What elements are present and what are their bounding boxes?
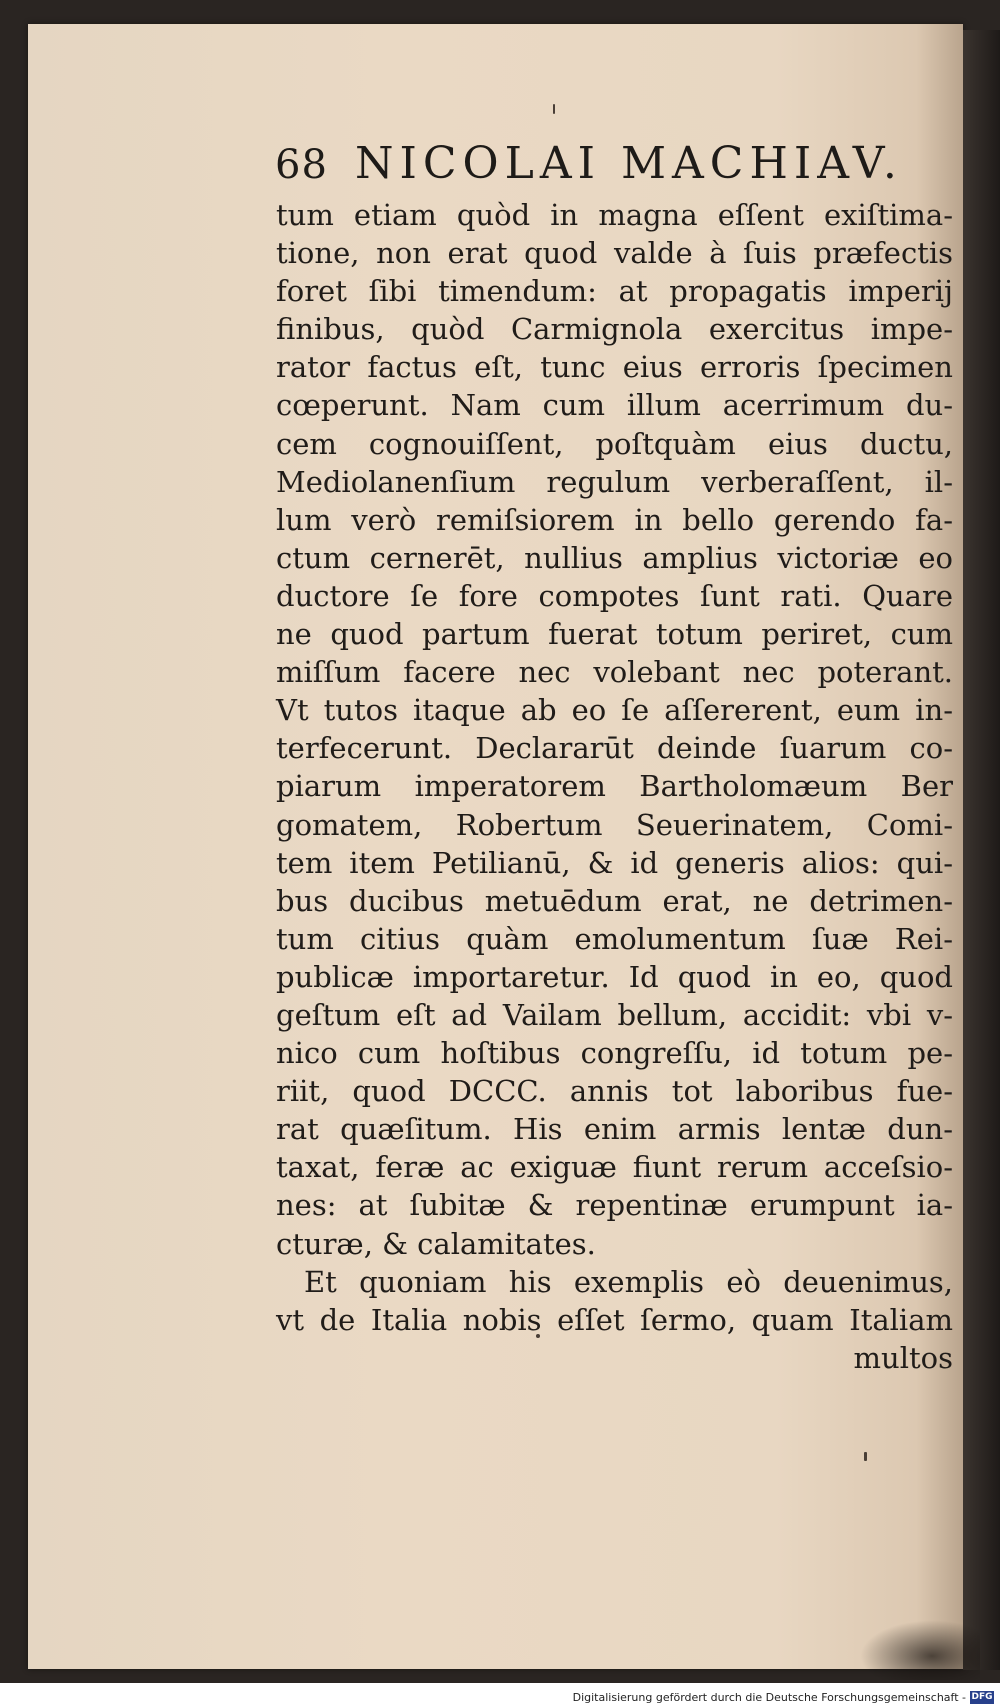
text-line: cœperunt. Nam cum illum acerrimum du- [276,388,953,423]
paper-speck [864,1452,867,1461]
text-line: nico cum hoſtibus congreſſu, id totum pe- [276,1036,953,1071]
text-line: bus ducibus metuēdum erat, ne detrimen- [276,883,953,918]
text-line: cturæ, & calamitates. [276,1226,596,1261]
catchword: multos [853,1340,953,1375]
page-number: 68 [275,142,328,188]
text-line: rat quæſitum. His enim armis lentæ dun- [276,1112,953,1147]
text-line: rator factus eſt, tunc eius erroris ſpecimen [276,350,953,385]
body-text [276,196,953,1377]
text-line: finibus, quòd Carmignola exercitus impe- [276,312,953,347]
text-line: ductore ſe fore compotes ſunt rati. Quare [276,578,953,613]
text-line: taxat, feræ ac exiguæ fiunt rerum acceſsio- [276,1150,953,1185]
text-line: Et quoniam his exemplis eò deuenimus, [304,1264,953,1299]
text-line: Vt tutos itaque ab eo ſe aſſererent, eum in- [276,693,953,728]
text-line: Mediolanenſium regulum verberaſſent, il- [276,464,953,499]
text-line: foret ſibi timendum: at propagatis imperij [276,274,953,309]
text-line: cem cognouiſſent, poſtquàm eius ductu, [276,426,953,461]
text-line: tione, non erat quod valde à ſuis præfectis [276,236,953,271]
text-line: gomatem, Robertum Seuerinatem, Comi- [276,807,953,842]
text-line: miſſum facere nec volebant nec poterant. [276,655,953,690]
page-header [275,138,905,198]
text-line: terfecerunt. Declararūt deinde ſuarum co- [276,731,953,766]
text-line: tem item Petilianū, & id generis alios: qui- [276,845,953,880]
book-edge [963,30,1000,1670]
digitization-footer [0,1686,1000,1707]
book-shadow [860,1620,980,1680]
text-line: riit, quod DCCC. annis tot laboribus fue- [276,1074,953,1109]
text-line: ctum cernerēt, nullius amplius victoriæ eo [276,540,953,575]
text-line: lum verò remiſsiorem in bello gerendo fa- [276,502,953,537]
text-line: ne quod partum fuerat totum periret, cum [276,617,953,652]
text-line: tum etiam quòd in magna eſſent exiſtima- [276,198,953,232]
text-line: tum citius quàm emolumentum ſuæ Rei- [276,921,953,956]
text-line: vt de Italia nobis eſſet ſermo, quam Italiam [276,1302,953,1337]
text-line: nes: at ſubitæ & repentinæ erumpunt ia- [276,1188,953,1223]
dfg-logo: DFG [971,1691,993,1702]
text-line: piarum imperatorem Bartholomæum Ber [276,769,953,804]
paper-speck [553,104,555,114]
running-title: NICOLAI MACHIAV. [355,138,903,189]
text-line: publicæ importaretur. Id quod in eo, quod [276,959,953,994]
funding-credit: Digitalisierung gefördert durch die Deutsche Forschungsgemeinschaft - [572,1690,966,1704]
text-line: geſtum eſt ad Vailam bellum, accidit: vbi v- [276,997,953,1032]
